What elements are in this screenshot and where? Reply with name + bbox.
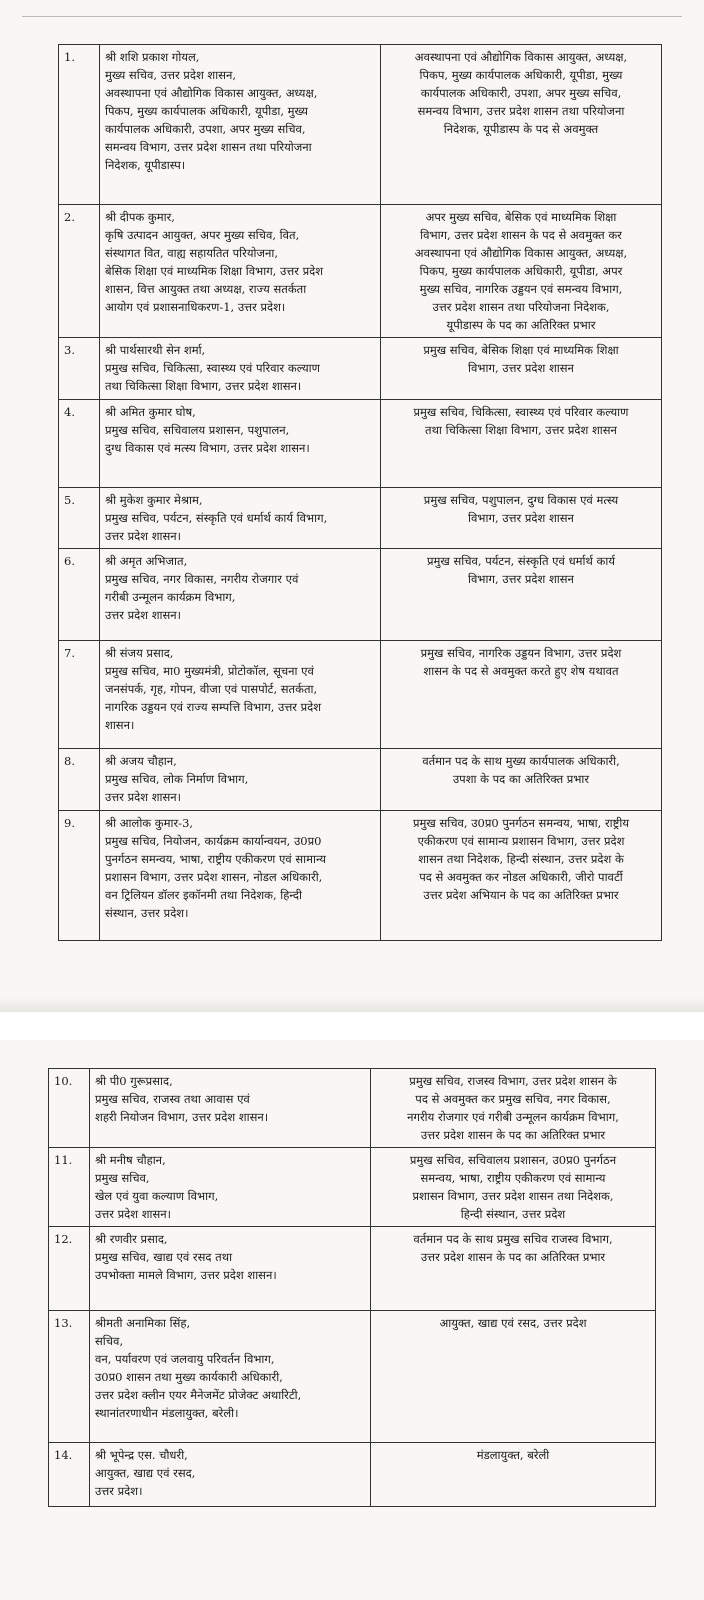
- officer-text-line: कृषि उत्पादन आयुक्त, अपर मुख्य सचिव, वित,: [105, 228, 300, 242]
- transfer-table-part-1: [58, 44, 662, 941]
- officer-text-line: प्रमुख सचिव,: [95, 1171, 150, 1185]
- serial-number: 10.: [49, 1069, 90, 1148]
- posting-text-line: प्रमुख सचिव, सचिवालय प्रशासन, उ0प्र0 पुनर्गठन: [409, 1153, 617, 1167]
- table-row: [49, 1311, 656, 1443]
- officer-text-line: उत्तर प्रदेश शासन।: [105, 790, 182, 804]
- serial-number: 9.: [59, 811, 100, 941]
- table-row: [59, 400, 662, 488]
- posting-text-line: प्रमुख सचिव, बेसिक शिक्षा एवं माध्यमिक शिक्षा: [423, 343, 619, 357]
- posting-text-line: प्रमुख सचिव, चिकित्सा, स्वास्थ्य एवं परिवार कल्याण: [413, 405, 629, 419]
- posting-text-line: विभाग, उत्तर प्रदेश शासन: [468, 361, 574, 375]
- officer-text-line: श्री भूपेन्द्र एस. चौधरी,: [95, 1448, 188, 1462]
- serial-number: 7.: [59, 641, 100, 749]
- officer-current-post-cell: [100, 400, 381, 488]
- officer-text-line: प्रमुख सचिव, नगर विकास, नगरीय रोजगार एवं: [105, 572, 299, 586]
- posting-text-line: निदेशक, यूपीडास्प के पद से अवमुक्त: [443, 122, 599, 136]
- officer-text-line: समन्वय विभाग, उत्तर प्रदेश शासन तथा परियोजना: [105, 140, 312, 154]
- new-posting-cell: [371, 1069, 656, 1148]
- serial-number: 13.: [49, 1311, 90, 1443]
- table-row: [59, 641, 662, 749]
- posting-text-line: आयुक्त, खाद्य एवं रसद, उत्तर प्रदेश: [439, 1316, 587, 1330]
- table-row: [59, 338, 662, 400]
- officer-text-line: प्रमुख सचिव, पर्यटन, संस्कृति एवं धर्मार्थ कार्य विभाग,: [105, 511, 328, 525]
- posting-text-line: उत्तर प्रदेश अभियान के पद का अतिरिक्त प्रभार: [423, 888, 619, 902]
- officer-text-line: नागरिक उड्डयन एवं राज्य सम्पत्ति विभाग, उत्तर प्रदेश: [105, 700, 322, 714]
- posting-text-line: पिकप, मुख्य कार्यपालक अधिकारी, यूपीडा, अपर: [419, 264, 623, 278]
- officer-current-post-cell: [90, 1148, 371, 1227]
- posting-text-line: मुख्य सचिव, नागरिक उड्डयन एवं समन्वय विभाग,: [419, 282, 623, 296]
- table-body: [49, 1069, 656, 1507]
- table-row: [59, 488, 662, 549]
- officer-text-line: श्रीमती अनामिका सिंह,: [95, 1316, 191, 1330]
- posting-text-line: शासन तथा निदेशक, हिन्दी संस्थान, उत्तर प्रदेश के: [418, 852, 624, 866]
- serial-number: 6.: [59, 549, 100, 641]
- officer-text-line: शहरी नियोजन विभाग, उत्तर प्रदेश शासन।: [95, 1110, 269, 1124]
- new-posting-cell: [381, 488, 662, 549]
- table-row: [59, 749, 662, 811]
- officer-text-line: श्री पी0 गुरूप्रसाद,: [95, 1074, 173, 1088]
- officer-text-line: स्थानांतरणाधीन मंडलायुक्त, बरेली।: [95, 1406, 239, 1420]
- page-edge-shadow: [0, 996, 704, 1012]
- serial-number: 12.: [49, 1227, 90, 1311]
- officer-text-line: श्री दीपक कुमार,: [105, 210, 175, 224]
- new-posting-cell: [381, 205, 662, 338]
- officer-text-line: श्री मुकेश कुमार मेश्राम,: [105, 493, 203, 507]
- posting-text-line: समन्वय, भाषा, राष्ट्रीय एकीकरण एवं सामान्य: [420, 1171, 606, 1185]
- officer-text-line: खेल एवं युवा कल्याण विभाग,: [95, 1189, 219, 1203]
- serial-number: 4.: [59, 400, 100, 488]
- table-row: [49, 1227, 656, 1311]
- posting-text-line: नगरीय रोजगार एवं गरीबी उन्मूलन कार्यक्रम विभाग,: [407, 1110, 619, 1124]
- posting-text-line: उत्तर प्रदेश शासन तथा परियोजना निदेशक,: [432, 300, 610, 314]
- posting-text-line: प्रमुख सचिव, उ0प्र0 पुनर्गठन समन्वय, भाषा, राष्ट्रीय: [413, 816, 629, 830]
- officer-text-line: अवस्थापना एवं औद्योगिक विकास आयुक्त, अध्यक्ष,: [105, 86, 318, 100]
- officer-text-line: वन ट्रिलियन डॉलर इकॉनमी तथा निदेशक, हिन्दी: [105, 888, 303, 902]
- posting-text-line: पद से अवमुक्त कर नोडल अधिकारी, जीरो पावर्टी: [419, 870, 623, 884]
- table-row: [59, 45, 662, 205]
- officer-current-post-cell: [100, 549, 381, 641]
- table-row: [59, 811, 662, 941]
- table-row: [49, 1443, 656, 1507]
- officer-text-line: संस्थान, उत्तर प्रदेश।: [105, 906, 189, 920]
- officer-text-line: श्री संजय प्रसाद,: [105, 646, 174, 660]
- posting-text-line: उपशा के पद का अतिरिक्त प्रभार: [452, 772, 590, 786]
- posting-text-line: अवस्थापना एवं औद्योगिक विकास आयुक्त, अध्यक्ष,: [414, 50, 628, 64]
- officer-text-line: श्री अमृत अभिजात,: [105, 554, 188, 568]
- officer-text-line: प्रमुख सचिव, चिकित्सा, स्वास्थ्य एवं परिवार कल्याण: [105, 361, 320, 375]
- table-row: [59, 549, 662, 641]
- table-body: [59, 45, 662, 941]
- posting-text-line: एकीकरण एवं सामान्य प्रशासन विभाग, उत्तर प्रदेश: [417, 834, 625, 848]
- officer-text-line: उत्तर प्रदेश क्लीन एयर मैनेजमेंट प्रोजेक्ट अथारिटी,: [95, 1388, 302, 1402]
- officer-text-line: संस्थागत वित, वाह्य सहायतित परियोजना,: [105, 246, 279, 260]
- posting-text-line: उत्तर प्रदेश शासन के पद का अतिरिक्त प्रभार: [420, 1250, 606, 1264]
- new-posting-cell: [381, 811, 662, 941]
- serial-number: 1.: [59, 45, 100, 205]
- posting-text-line: शासन के पद से अवमुक्त करते हुए शेष यथावत: [423, 664, 619, 678]
- posting-text-line: प्रमुख सचिव, राजस्व विभाग, उत्तर प्रदेश शासन के: [409, 1074, 617, 1088]
- new-posting-cell: [381, 45, 662, 205]
- new-posting-cell: [381, 338, 662, 400]
- posting-text-line: समन्वय विभाग, उत्तर प्रदेश शासन तथा परियोजना: [417, 104, 625, 118]
- document-page-2: [0, 1040, 704, 1600]
- officer-current-post-cell: [100, 641, 381, 749]
- officer-text-line: उत्तर प्रदेश।: [95, 1484, 143, 1498]
- serial-number: 8.: [59, 749, 100, 811]
- officer-text-line: उत्तर प्रदेश शासन।: [105, 608, 182, 622]
- posting-text-line: विभाग, उत्तर प्रदेश शासन: [468, 572, 574, 586]
- officer-text-line: प्रमुख सचिव, मा0 मुख्यमंत्री, प्रोटोकॉल, सूचना एवं: [105, 664, 314, 678]
- serial-number: 5.: [59, 488, 100, 549]
- posting-text-line: वर्तमान पद के साथ प्रमुख सचिव राजस्व विभाग,: [413, 1232, 613, 1246]
- officer-text-line: श्री अमित कुमार घोष,: [105, 405, 196, 419]
- officer-current-post-cell: [100, 338, 381, 400]
- officer-current-post-cell: [100, 749, 381, 811]
- officer-current-post-cell: [90, 1311, 371, 1443]
- officer-text-line: प्रमुख सचिव, सचिवालय प्रशासन, पशुपालन,: [105, 423, 290, 437]
- posting-text-line: पिकप, मुख्य कार्यपालक अधिकारी, यूपीडा, मुख्य: [419, 68, 623, 82]
- officer-text-line: निदेशक, यूपीडास्प।: [105, 158, 186, 172]
- serial-number: 11.: [49, 1148, 90, 1227]
- officer-text-line: श्री शशि प्रकाश गोयल,: [105, 50, 200, 64]
- officer-current-post-cell: [90, 1443, 371, 1507]
- posting-text-line: वर्तमान पद के साथ मुख्य कार्यपालक अधिकारी,: [422, 754, 620, 768]
- officer-text-line: श्री आलोक कुमार-3,: [105, 816, 194, 830]
- officer-text-line: वन, पर्यावरण एवं जलवायु परिवर्तन विभाग,: [95, 1352, 275, 1366]
- officer-current-post-cell: [90, 1227, 371, 1311]
- posting-text-line: प्रशासन विभाग, उत्तर प्रदेश शासन तथा निदेशक,: [412, 1189, 614, 1203]
- posting-text-line: उत्तर प्रदेश शासन के पद का अतिरिक्त प्रभार: [420, 1128, 606, 1142]
- officer-text-line: श्री रणवीर प्रसाद,: [95, 1232, 168, 1246]
- officer-text-line: शासन, वित्त आयुक्त तथा अध्यक्ष, राज्य सतर्कता: [105, 282, 307, 296]
- officer-text-line: दुग्ध विकास एवं मत्स्य विभाग, उत्तर प्रदेश शासन।: [105, 441, 310, 455]
- officer-text-line: उत्तर प्रदेश शासन।: [105, 529, 182, 543]
- officer-text-line: श्री अजय चौहान,: [105, 754, 177, 768]
- new-posting-cell: [381, 641, 662, 749]
- officer-text-line: उत्तर प्रदेश शासन।: [95, 1207, 172, 1221]
- officer-current-post-cell: [100, 811, 381, 941]
- posting-text-line: विभाग, उत्तर प्रदेश शासन: [468, 511, 574, 525]
- posting-text-line: पद से अवमुक्त कर प्रमुख सचिव, नगर विकास,: [415, 1092, 611, 1106]
- officer-text-line: उ0प्र0 शासन तथा मुख्य कार्यकारी अधिकारी,: [95, 1370, 283, 1384]
- officer-text-line: पुनर्गठन समन्वय, भाषा, राष्ट्रीय एकीकरण एवं सामान्य: [105, 852, 327, 866]
- officer-text-line: तथा चिकित्सा शिक्षा विभाग, उत्तर प्रदेश शासन।: [105, 379, 302, 393]
- page-top-rule: [22, 16, 682, 17]
- new-posting-cell: [371, 1148, 656, 1227]
- table-row: [49, 1148, 656, 1227]
- officer-current-post-cell: [100, 205, 381, 338]
- posting-text-line: विभाग, उत्तर प्रदेश शासन के पद से अवमुक्त कर: [420, 228, 622, 242]
- new-posting-cell: [371, 1311, 656, 1443]
- new-posting-cell: [371, 1227, 656, 1311]
- officer-current-post-cell: [100, 45, 381, 205]
- officer-text-line: उपभोक्ता मामले विभाग, उत्तर प्रदेश शासन।: [95, 1268, 277, 1282]
- officer-current-post-cell: [100, 488, 381, 549]
- new-posting-cell: [381, 400, 662, 488]
- officer-text-line: प्रमुख सचिव, राजस्व तथा आवास एवं: [95, 1092, 250, 1106]
- serial-number: 2.: [59, 205, 100, 338]
- posting-text-line: कार्यपालक अधिकारी, उपशा, अपर मुख्य सचिव,: [420, 86, 622, 100]
- officer-text-line: आयोग एवं प्रशासनाधिकरण-1, उत्तर प्रदेश।: [105, 300, 286, 314]
- serial-number: 3.: [59, 338, 100, 400]
- posting-text-line: प्रमुख सचिव, नागरिक उड्डयन विभाग, उत्तर प्रदेश: [420, 646, 622, 660]
- officer-text-line: मुख्य सचिव, उत्तर प्रदेश शासन,: [105, 68, 237, 82]
- serial-number: 14.: [49, 1443, 90, 1507]
- posting-text-line: यूपीडास्प के पद का अतिरिक्त प्रभार: [446, 318, 596, 332]
- officer-current-post-cell: [90, 1069, 371, 1148]
- new-posting-cell: [381, 549, 662, 641]
- officer-text-line: जनसंपर्क, गृह, गोपन, वीजा एवं पासपोर्ट, सतर्कता,: [105, 682, 318, 696]
- officer-text-line: शासन।: [105, 718, 135, 732]
- transfer-table-part-2: [48, 1068, 656, 1507]
- officer-text-line: सचिव,: [95, 1334, 124, 1348]
- officer-text-line: श्री मनीष चौहान,: [95, 1153, 166, 1167]
- table-row: [59, 205, 662, 338]
- posting-text-line: मंडलायुक्त, बरेली: [476, 1448, 550, 1462]
- new-posting-cell: [371, 1443, 656, 1507]
- officer-text-line: पिकप, मुख्य कार्यपालक अधिकारी, यूपीडा, मुख्य: [105, 104, 308, 118]
- page-gap: [0, 1012, 704, 1040]
- posting-text-line: तथा चिकित्सा शिक्षा विभाग, उत्तर प्रदेश शासन: [425, 423, 617, 437]
- officer-text-line: प्रमुख सचिव, खाद्य एवं रसद तथा: [95, 1250, 233, 1264]
- posting-text-line: प्रमुख सचिव, पर्यटन, संस्कृति एवं धर्मार्थ कार्य: [426, 554, 616, 568]
- posting-text-line: अवस्थापना एवं औद्योगिक विकास आयुक्त, अध्यक्ष,: [414, 246, 628, 260]
- officer-text-line: प्रमुख सचिव, नियोजन, कार्यक्रम कार्यान्वयन, उ0प्र0: [105, 834, 322, 848]
- officer-text-line: कार्यपालक अधिकारी, उपशा, अपर मुख्य सचिव,: [105, 122, 306, 136]
- officer-text-line: बेसिक शिक्षा एवं माध्यमिक शिक्षा विभाग, उत्तर प्रदेश: [105, 264, 324, 278]
- officer-text-line: प्रमुख सचिव, लोक निर्माण विभाग,: [105, 772, 249, 786]
- posting-text-line: अपर मुख्य सचिव, बेसिक एवं माध्यमिक शिक्षा: [425, 210, 617, 224]
- officer-text-line: प्रशासन विभाग, उत्तर प्रदेश शासन, नोडल अधिकारी,: [105, 870, 323, 884]
- posting-text-line: प्रमुख सचिव, पशुपालन, दुग्ध विकास एवं मत्स्य: [423, 493, 619, 507]
- posting-text-line: हिन्दी संस्थान, उत्तर प्रदेश: [460, 1207, 566, 1221]
- officer-text-line: श्री पार्थसारथी सेन शर्मा,: [105, 343, 206, 357]
- officer-text-line: आयुक्त, खाद्य एवं रसद,: [95, 1466, 196, 1480]
- officer-text-line: गरीबी उन्मूलन कार्यक्रम विभाग,: [105, 590, 236, 604]
- new-posting-cell: [381, 749, 662, 811]
- table-row: [49, 1069, 656, 1148]
